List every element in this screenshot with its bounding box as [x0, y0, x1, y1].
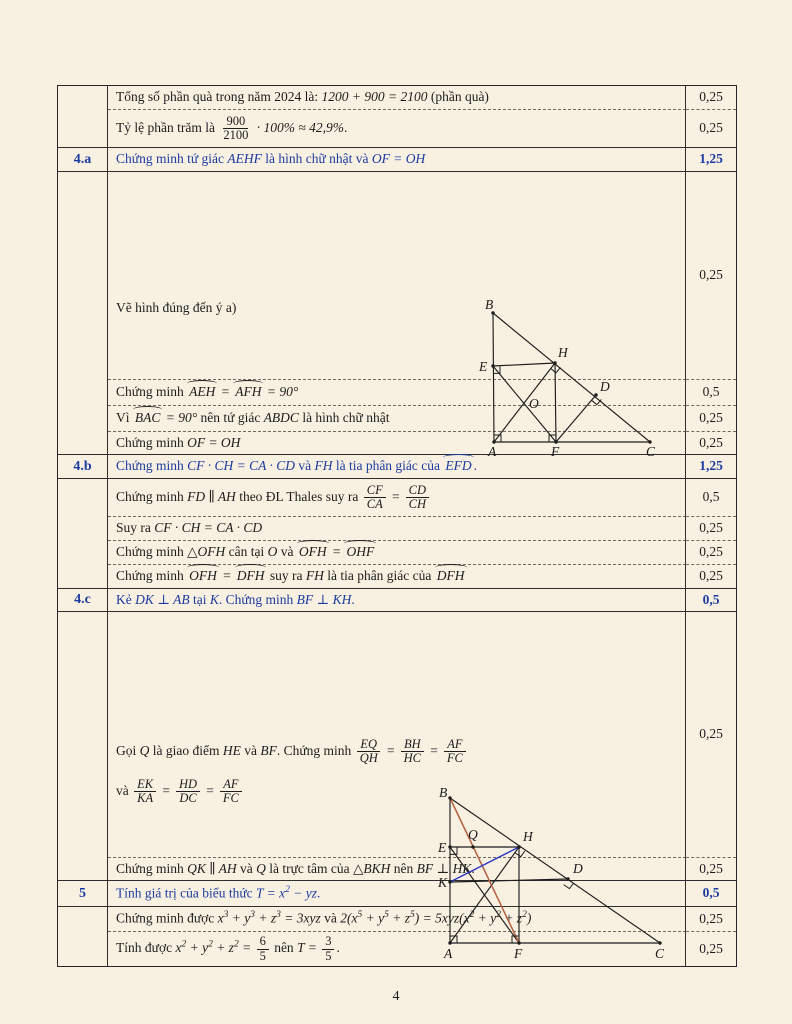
text-segment: Chứng minh — [116, 458, 188, 474]
text-segment: 2 — [181, 939, 187, 950]
text-segment: BF ⊥ HK — [416, 860, 472, 876]
table-row — [58, 517, 736, 541]
question-number-cell — [58, 479, 108, 589]
text-segment: K — [209, 591, 219, 607]
table-row — [58, 172, 736, 380]
point-label-H: H — [523, 828, 533, 844]
text-segment: là hình chữ nhật — [298, 410, 390, 426]
text-segment: = 90° — [263, 384, 299, 400]
table-row-question-4c — [58, 589, 736, 612]
text-segment: và — [116, 782, 133, 798]
point-label-E: E — [479, 358, 488, 374]
geometry-figure-1 — [450, 290, 670, 462]
text-segment: Q — [139, 742, 150, 758]
text-segment: DFH — [236, 568, 265, 584]
point-label-D: D — [573, 860, 583, 876]
text-segment: $\frac{EQ}{QH}$ — [357, 738, 381, 766]
text-segment: 2 — [285, 884, 290, 895]
text-segment: ) = 5xyz(x — [414, 910, 470, 926]
point-label-C: C — [646, 443, 656, 459]
text-segment: 3 — [276, 910, 281, 921]
text-segment: $\frac{CD}{CH}$ — [406, 484, 429, 512]
point-label-B: B — [485, 296, 494, 312]
text-segment: △OFH — [187, 544, 226, 560]
question-number-cell: 5 — [58, 881, 108, 907]
point-label-F: F — [514, 945, 523, 961]
text-segment: OFH — [298, 544, 327, 560]
text-segment: ) — [526, 910, 532, 926]
text-segment: 2 — [233, 939, 239, 950]
figure-caption: Vẽ hình đúng đến ý a) — [116, 299, 237, 315]
score-cell: 1,25 — [686, 148, 736, 172]
text-segment: $\frac{BH}{HC}$ — [401, 738, 424, 766]
text-segment: + z — [212, 940, 234, 956]
text-segment: Tính được — [116, 940, 176, 956]
text-segment: là tia phân giác của — [323, 568, 435, 584]
answer-cell — [108, 541, 686, 565]
text-segment: + z — [500, 910, 523, 926]
text-segment: BF ⊥ KH — [296, 591, 352, 607]
text-segment: nên — [270, 940, 298, 956]
text-segment: − yz — [289, 885, 318, 901]
text-segment: . — [317, 885, 321, 901]
point-label-Q: Q — [468, 826, 478, 842]
text-segment: = — [158, 782, 174, 798]
text-segment: AEHF — [227, 151, 262, 167]
text-segment: và — [320, 910, 341, 926]
text-segment: $\frac{6}{5}$ — [257, 935, 269, 963]
text-segment: x — [175, 940, 182, 956]
text-segment: OHF — [346, 544, 375, 560]
answer-cell — [108, 565, 686, 589]
score-cell: 0,25 — [686, 432, 736, 455]
text-segment: Chứng minh được — [116, 910, 218, 926]
text-segment: Gọi — [116, 742, 140, 758]
text-segment: Tổng số phần quà trong năm 2024 là: — [116, 89, 322, 105]
text-segment: Tỷ lệ phần trăm là — [116, 119, 219, 135]
answer-cell — [108, 517, 686, 541]
question-number-cell — [58, 172, 108, 455]
text-segment: FH — [305, 568, 324, 584]
text-segment: 2(x — [340, 910, 358, 926]
text-segment: suy ra — [266, 568, 306, 584]
text-segment: + y — [474, 910, 497, 926]
table-row — [58, 541, 736, 565]
text-segment: $\frac{900}{2100}$ — [223, 113, 249, 142]
text-segment: và — [240, 742, 261, 758]
score-cell: 0,5 — [686, 881, 736, 907]
text-segment: Chứng minh — [116, 384, 188, 400]
score-cell: 0,25 — [699, 940, 723, 956]
question-number-cell — [58, 907, 108, 966]
score-cell: 1,25 — [686, 455, 736, 479]
text-segment: · 100% ≈ 42,9% — [253, 119, 344, 135]
text-segment: Suy ra — [116, 520, 155, 536]
text-segment: △BKH — [352, 860, 391, 876]
page-number: 4 — [392, 989, 400, 1004]
score-cell: 0,25 — [686, 858, 736, 881]
score-cell: 0,25 — [686, 612, 736, 858]
text-segment: OFH — [189, 568, 217, 584]
table-row — [58, 479, 736, 517]
text-segment: . — [471, 860, 475, 876]
text-segment: = — [382, 742, 399, 758]
text-segment: T = — [297, 940, 321, 956]
text-segment: $\frac{AF}{FC}$ — [220, 778, 242, 806]
text-segment: . Chứng minh — [218, 591, 297, 607]
text-segment: Chứng minh — [116, 488, 188, 504]
text-segment: . — [351, 591, 355, 607]
figure-2 — [438, 784, 673, 965]
text-segment: O — [267, 544, 278, 560]
text-segment: là giao điểm — [149, 742, 223, 758]
text-segment: $\frac{CF}{CA}$ — [364, 484, 386, 512]
text-segment: + z — [255, 910, 277, 926]
text-segment: FH — [314, 458, 333, 474]
text-segment: là hình chữ nhật và — [261, 151, 372, 167]
text-segment: FD ∥ AH — [187, 488, 236, 504]
answer-cell — [108, 479, 686, 517]
question-number-cell — [58, 86, 108, 148]
text-segment: CF · CH = CA · CD — [154, 520, 263, 536]
text-segment: x — [217, 910, 224, 926]
answer-cell — [108, 110, 686, 148]
text-segment: nên — [390, 860, 417, 876]
grading-rubric-table — [57, 85, 737, 967]
text-segment: QK ∥ AH — [187, 860, 237, 876]
text-segment: 1200 + 900 = 2100 — [321, 89, 428, 105]
text-segment: 2 — [469, 910, 475, 921]
text-segment: Kẻ — [116, 591, 136, 607]
text-segment: Chứng minh tứ giác — [116, 151, 228, 167]
score-cell: 0,5 — [686, 380, 736, 406]
table-row-question-4a — [58, 148, 736, 172]
text-segment: = — [202, 782, 218, 798]
point-label-C: C — [655, 945, 665, 961]
text-segment: = — [218, 568, 235, 584]
text-segment: = — [426, 742, 442, 758]
text-segment: là tia phân giác của — [332, 458, 444, 474]
text-segment: = 3xyz — [280, 910, 321, 926]
text-segment: 3 — [250, 910, 256, 921]
text-segment: . Chứng minh — [276, 742, 355, 758]
text-segment: = — [387, 488, 404, 504]
score-cell: 0,5 — [686, 479, 736, 517]
score-cell: 0,25 — [686, 86, 736, 110]
text-segment: $\frac{AF}{FC}$ — [444, 738, 466, 766]
text-segment: 2 — [208, 939, 213, 950]
text-segment: Chứng minh — [116, 434, 188, 450]
text-segment: ABDC — [263, 410, 299, 426]
text-segment: + y — [186, 940, 209, 956]
text-segment: nên tứ giác — [197, 410, 264, 426]
point-label-B: B — [439, 784, 448, 800]
text-segment: cân tại — [225, 544, 268, 560]
text-segment: DFH — [436, 568, 465, 584]
score-cell: 0,25 — [686, 110, 736, 148]
score-cell: 0,25 — [686, 406, 736, 432]
question-cell — [108, 148, 686, 172]
text-segment: EFD — [445, 458, 472, 474]
score-cell: 0,5 — [686, 589, 736, 612]
text-segment: 3 — [223, 910, 229, 921]
table-row — [58, 110, 736, 148]
text-segment: (phần quà) — [427, 89, 489, 105]
point-label-K: K — [438, 874, 448, 890]
text-segment: và — [277, 544, 297, 560]
point-label-O: O — [529, 395, 539, 411]
score-cell: 0,25 — [686, 541, 736, 565]
text-segment: HE — [222, 742, 241, 758]
text-segment: Chứng minh — [116, 544, 188, 560]
text-segment: AFH — [235, 384, 262, 400]
text-segment: + z — [388, 910, 410, 926]
question-number-cell: 4.c — [58, 589, 108, 612]
text-segment: + y — [228, 910, 251, 926]
text-segment: 2 — [496, 910, 501, 921]
geometry-figure-2 — [438, 784, 673, 965]
score-cell: 0,25 — [686, 517, 736, 541]
text-segment: 5 — [409, 910, 415, 921]
question-number-cell: 4.b — [58, 455, 108, 479]
text-segment: = — [238, 940, 255, 956]
question-cell — [108, 589, 686, 612]
point-label-A: A — [444, 945, 453, 961]
text-segment: BAC — [134, 410, 161, 426]
text-segment: 2 — [522, 910, 527, 921]
text-segment: là trực tâm của — [265, 860, 353, 876]
text-segment: BF — [260, 742, 277, 758]
text-segment: OF = OH — [371, 151, 426, 167]
text-segment: + y — [362, 910, 385, 926]
text-segment: theo ĐL Thales suy ra — [235, 488, 362, 504]
text-segment: OF = OH — [187, 434, 241, 450]
text-segment: Chứng minh — [116, 568, 188, 584]
text-segment: . — [336, 940, 340, 956]
answer-cell — [108, 86, 686, 110]
text-segment: CF · CH = CA · CD — [187, 458, 295, 474]
text-segment: = — [217, 384, 234, 400]
text-segment: 5 — [357, 910, 363, 921]
text-segment: và — [236, 860, 257, 876]
text-segment: T = x — [256, 885, 286, 901]
text-segment: $\frac{HD}{DC}$ — [176, 778, 200, 806]
text-segment: DK ⊥ AB — [135, 591, 190, 607]
text-segment: = — [328, 544, 345, 560]
score-cell: 0,25 — [686, 172, 736, 380]
text-segment: Chứng minh — [116, 860, 188, 876]
text-segment: = 90° — [162, 410, 198, 426]
text-segment: 5 — [384, 910, 389, 921]
table-row — [58, 612, 736, 858]
point-label-D: D — [600, 378, 610, 394]
question-number-cell — [58, 612, 108, 881]
table-row — [58, 86, 736, 110]
point-label-H: H — [558, 344, 568, 360]
point-label-E: E — [438, 839, 447, 855]
proof-line-1 — [116, 737, 676, 767]
text-segment: AEH — [189, 384, 216, 400]
text-segment: Tính giá trị của biểu thức — [116, 885, 257, 901]
score-cell: 0,25 — [686, 907, 736, 932]
question-number-cell: 4.a — [58, 148, 108, 172]
text-segment: Q — [256, 860, 266, 876]
text-segment: $\frac{EK}{KA}$ — [134, 778, 156, 806]
text-segment: Vì — [116, 410, 133, 426]
text-segment: . — [473, 458, 478, 474]
text-segment: $\frac{3}{5}$ — [322, 935, 334, 963]
text-segment: . — [344, 119, 348, 135]
score-cell: 0,25 — [686, 565, 736, 589]
proof-line-2 — [116, 777, 416, 807]
text-segment: tại — [189, 591, 210, 607]
figure-1 — [450, 290, 670, 462]
point-label-A: A — [488, 443, 497, 459]
point-label-F: F — [551, 443, 560, 459]
text-segment: và — [294, 458, 315, 474]
table-row — [58, 565, 736, 589]
